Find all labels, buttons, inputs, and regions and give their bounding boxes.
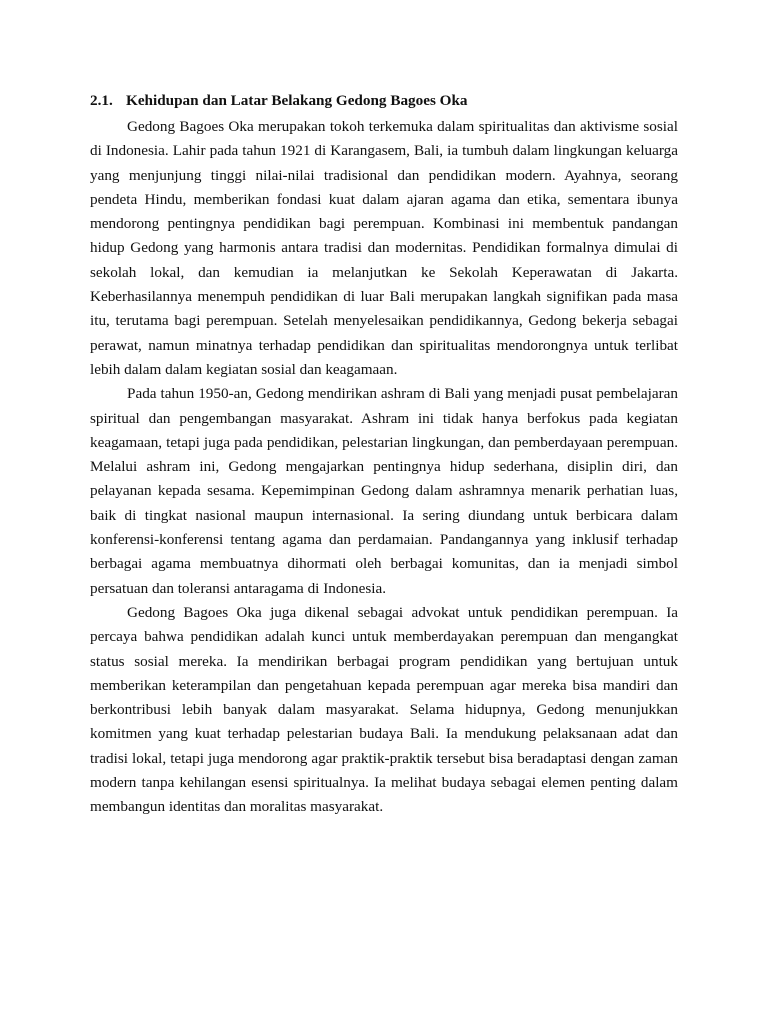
paragraph-3: Gedong Bagoes Oka juga dikenal sebagai advokat untuk pendidikan perempuan. Ia percaya bahwa pendidikan adalah kunci untuk memberdayakan perempuan dan mengangkat status sosial mereka. Ia mendirikan berbagai program pendidikan yang bertujuan untuk memberikan keterampilan dan pengetahuan kepada perempuan agar mereka bisa mandiri dan berkontribusi lebih banyak dalam masyarakat. Selama hidupnya, Gedong menunjukkan komitmen yang kuat terhadap pelestarian budaya Bali. Ia mendukung pelaksanaan adat dan tradisi lokal, tetapi juga mendorong agar praktik-praktik tersebut bisa beradaptasi dengan zaman modern tanpa kehilangan esensi spiritualnya. Ia melihat budaya sebagai elemen penting dalam membangun identitas dan moralitas masyarakat. xyxy=(90,603,678,816)
document-page xyxy=(90,88,678,820)
section-heading xyxy=(90,88,678,114)
paragraph-1: Gedong Bagoes Oka merupakan tokoh terkemuka dalam spiritualitas dan aktivisme sosial di Indonesia. Lahir pada tahun 1921 di Karangasem, Bali, ia tumbuh dalam lingkungan keluarga yang menjunjung tinggi nilai-nilai tradisional dan pendidikan modern. Ayahnya, seorang pendeta Hindu, memberikan fondasi kuat dalam ajaran agama dan etika, sementara ibunya mendorong pentingnya pendidikan bagi perempuan. Kombinasi ini membentuk pandangan hidup Gedong yang harmonis antara tradisi dan modernitas. Pendidikan formalnya dimulai di sekolah lokal, dan kemudian ia melanjutkan ke Sekolah Keperawatan di Jakarta. Keberhasilannya menempuh pendidikan di luar Bali merupakan langkah signifikan pada masa itu, terutama bagi perempuan. Setelah menyelesaikan pendidikannya, Gedong bekerja sebagai perawat, namun minatnya terhadap pendidikan dan spiritualitas mendorongnya untuk terlibat lebih dalam dalam kegiatan sosial dan keagamaan. xyxy=(90,118,678,378)
section-title: Kehidupan dan Latar Belakang Gedong Bagoes Oka xyxy=(126,92,468,109)
section-number: 2.1. xyxy=(90,92,113,109)
paragraph-2: Pada tahun 1950-an, Gedong mendirikan ashram di Bali yang menjadi pusat pembelajaran spiritual dan pengembangan masyarakat. Ashram ini tidak hanya berfokus pada kegiatan keagamaan, tetapi juga pada pendidikan, pelestarian lingkungan, dan pemberdayaan perempuan. Melalui ashram ini, Gedong mengajarkan pentingnya hidup sederhana, disiplin diri, dan pelayanan kepada sesama. Kepemimpinan Gedong dalam ashramnya menarik perhatian luas, baik di tingkat nasional maupun internasional. Ia sering diundang untuk berbicara dalam konferensi-konferensi tentang agama dan perdamaian. Pandangannya yang inklusif terhadap berbagai agama membuatnya dihormati oleh berbagai komunitas, dan ia menjadi simbol persatuan dan toleransi antaragama di Indonesia. xyxy=(90,385,678,597)
